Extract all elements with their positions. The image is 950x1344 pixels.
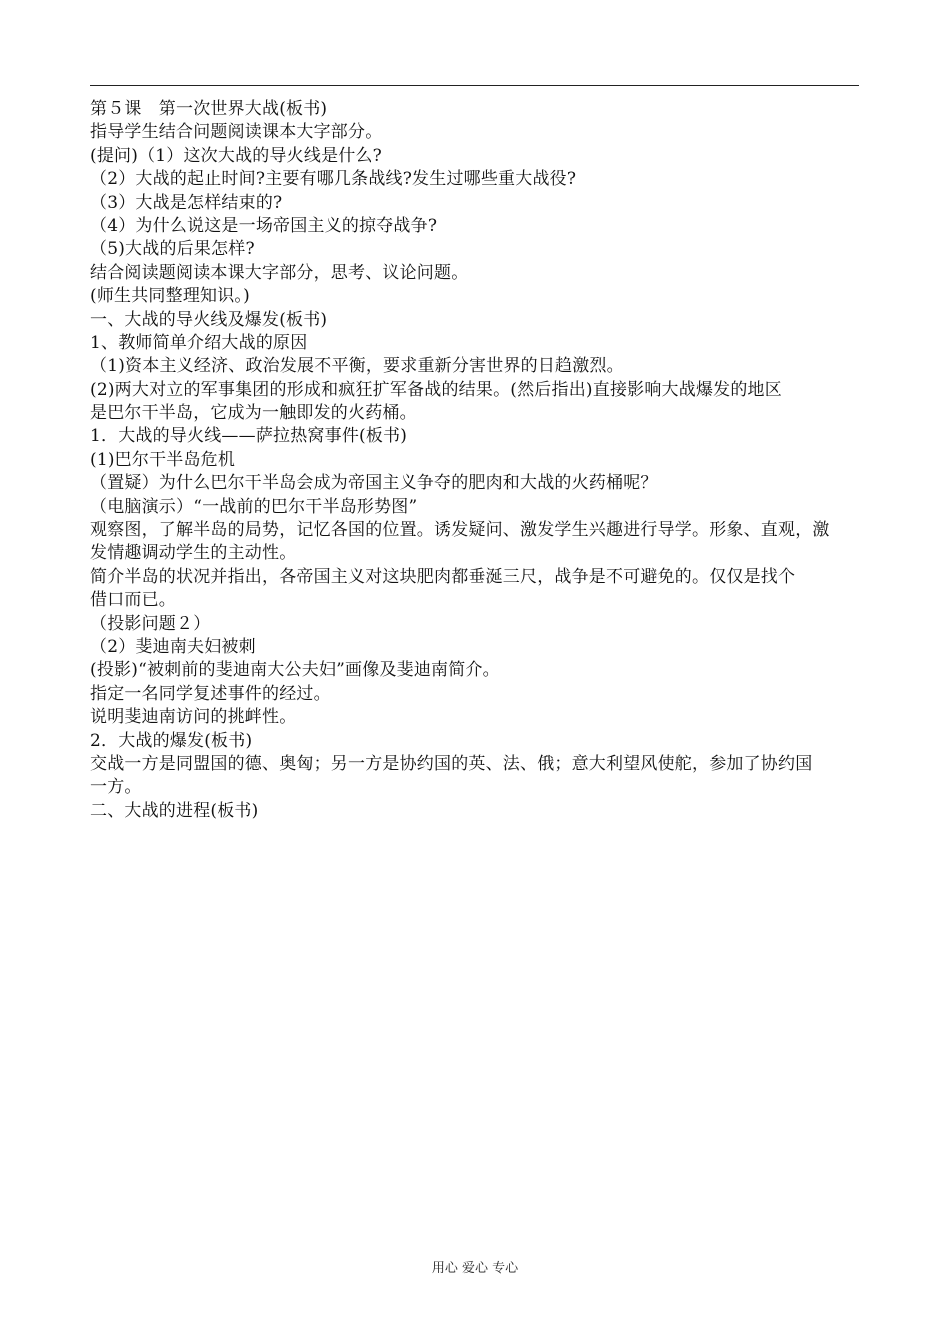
text-line: (师生共同整理知识。)	[90, 286, 250, 307]
subsection-heading: 2．大战的爆发(板书)	[90, 730, 253, 751]
text-line: （1)资本主义经济、政治发展不平衡，要求重新分害世界的日趋激烈。	[90, 356, 624, 377]
question-line: （5)大战的后果怎样?	[90, 239, 255, 260]
lesson-title: 第５课 第一次世界大战(板书)	[90, 99, 328, 119]
text-line: (1)巴尔干半岛危机	[90, 449, 236, 470]
question-line: （2）大战的起止时间?主要有哪几条战线?发生过哪些重大战役?	[90, 169, 577, 190]
text-line: 指定一名同学复述事件的经过。	[90, 683, 331, 704]
text-line: （投影问题２）	[90, 613, 211, 634]
text-line: (2)两大对立的军事集团的形成和疯狂扩军备战的结果。(然后指出)直接影响大战爆发的地区	[90, 379, 782, 400]
text-line: （置疑）为什么巴尔干半岛会成为帝国主义争夺的肥肉和大战的火药桶呢？	[90, 473, 658, 494]
question-line: （3）大战是怎样结束的?	[90, 192, 283, 213]
text-line: 1、教师简单介绍大战的原因	[90, 332, 308, 353]
text-line: 简介半岛的状况并指出，各帝国主义对这块肥肉都垂涎三尺，战争是不可避免的。仅仅是找个	[90, 566, 796, 587]
document-body	[90, 98, 860, 823]
text-line: 观察图，了解半岛的局势，记忆各国的位置。诱发疑问、激发学生兴趣进行导学。形象、直观，激	[90, 520, 830, 541]
question-line: (提问)（1）这次大战的导火线是什么?	[90, 145, 382, 166]
text-line: 借口而已。	[90, 590, 176, 611]
text-line: 结合阅读题阅读本课大字部分，思考、议论问题。	[90, 262, 469, 283]
question-line: （4）为什么说这是一场帝国主义的掠夺战争?	[90, 215, 438, 236]
page-footer: 用心 爱心 专心	[431, 1261, 519, 1276]
subsection-heading: 1．大战的导火线——萨拉热窝事件(板书)	[90, 426, 408, 447]
text-line: 一方。	[90, 777, 142, 798]
section-heading: 二、大战的进程(板书)	[90, 800, 259, 821]
text-line: 发情趣调动学生的主动性。	[90, 543, 297, 564]
text-line: (投影)“被刺前的斐迪南大公夫妇”画像及斐迪南简介。	[90, 660, 500, 681]
text-line: （2）斐迪南夫妇被刺	[90, 636, 256, 657]
text-line: 指导学生结合问题阅读课本大字部分。	[90, 122, 383, 143]
section-heading: 一、大战的导火线及爆发(板书)	[90, 309, 328, 330]
text-line: 交战一方是同盟国的德、奥匈；另一方是协约国的英、法、俄；意大利望风使舵，参加了协约国	[90, 753, 813, 774]
text-line: 说明斐迪南访问的挑衅性。	[90, 707, 297, 728]
header-rule	[90, 85, 859, 86]
text-line: 是巴尔干半岛，它成为一触即发的火药桶。	[90, 403, 417, 424]
text-line: （电脑演示）“一战前的巴尔干半岛形势图”	[90, 496, 418, 517]
